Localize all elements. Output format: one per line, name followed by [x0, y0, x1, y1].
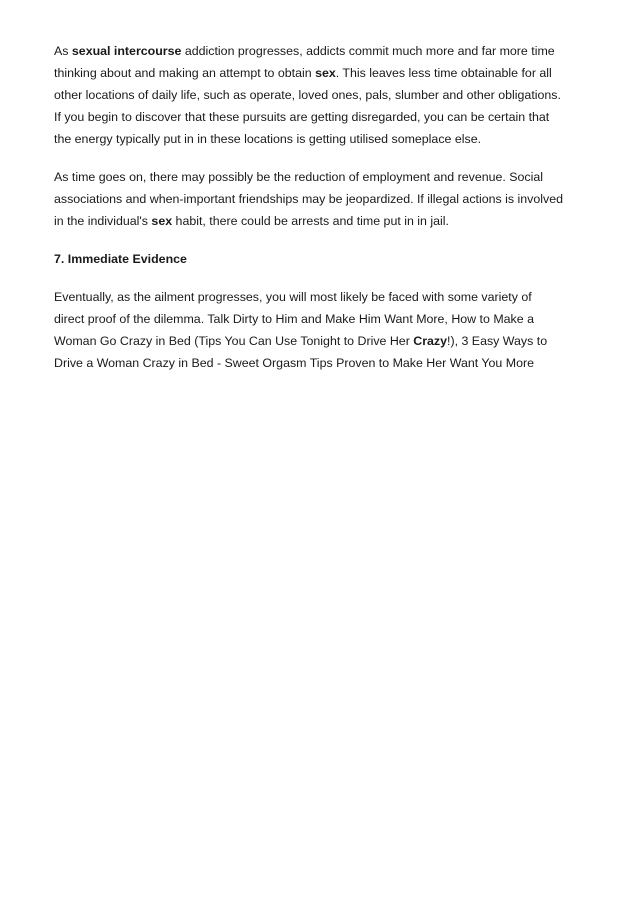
paragraph-addiction-time [54, 40, 594, 150]
document-body [54, 40, 594, 390]
text-line [54, 210, 594, 232]
text-run: direct proof of the dilemma. Talk Dirty to Him and Make Him Want More, How to Make a [54, 312, 534, 326]
text-line [54, 166, 594, 188]
paragraph-direct-proof [54, 286, 594, 374]
text-line [54, 286, 594, 308]
text-run: in the individual's [54, 214, 152, 228]
text-run: associations and when-important friendships may be jeopardized. If illegal actions is involved [54, 192, 563, 206]
text-run: !), 3 Easy Ways to [447, 334, 548, 348]
bold-text-run: sex [151, 214, 173, 228]
text-run: Woman Go Crazy in Bed (Tips You Can Use Tonight to Drive Her [54, 334, 414, 348]
text-run: thinking about and making an attempt to obtain [54, 66, 316, 80]
text-line [54, 352, 594, 374]
text-run: . This leaves less time obtainable for all [335, 66, 552, 80]
text-run: other locations of daily life, such as operate, loved ones, pals, slumber and other obligations. [54, 88, 561, 102]
text-run: If you begin to discover that these pursuits are getting disregarded, you can be certain that [54, 110, 550, 124]
text-run: As [54, 44, 72, 58]
text-line [54, 188, 594, 210]
text-line [54, 128, 594, 150]
text-run: Eventually, as the ailment progresses, you will most likely be faced with some variety of [54, 290, 532, 304]
text-run: habit, there could be arrests and time put in in jail. [172, 214, 449, 228]
text-line [54, 308, 594, 330]
bold-text-run: sexual intercourse [71, 44, 182, 58]
paragraph-employment-loss [54, 166, 594, 232]
text-run: the energy typically put in in these locations is getting utilised someplace else. [54, 132, 482, 146]
text-line [54, 84, 594, 106]
text-run: Drive a Woman Crazy in Bed - Sweet Orgasm Tips Proven to Make Her Want You More [54, 356, 534, 370]
text-line [54, 330, 594, 352]
text-run: As time goes on, there may possibly be the reduction of employment and revenue. Social [54, 170, 544, 184]
text-line [54, 40, 594, 62]
text-line [54, 62, 594, 84]
text-run: addiction progresses, addicts commit much more and far more time [181, 44, 555, 58]
bold-text-run: sex [315, 66, 336, 80]
section-heading: 7. Immediate Evidence [54, 252, 187, 266]
bold-text-run: Crazy [413, 334, 448, 348]
text-line [54, 106, 594, 128]
